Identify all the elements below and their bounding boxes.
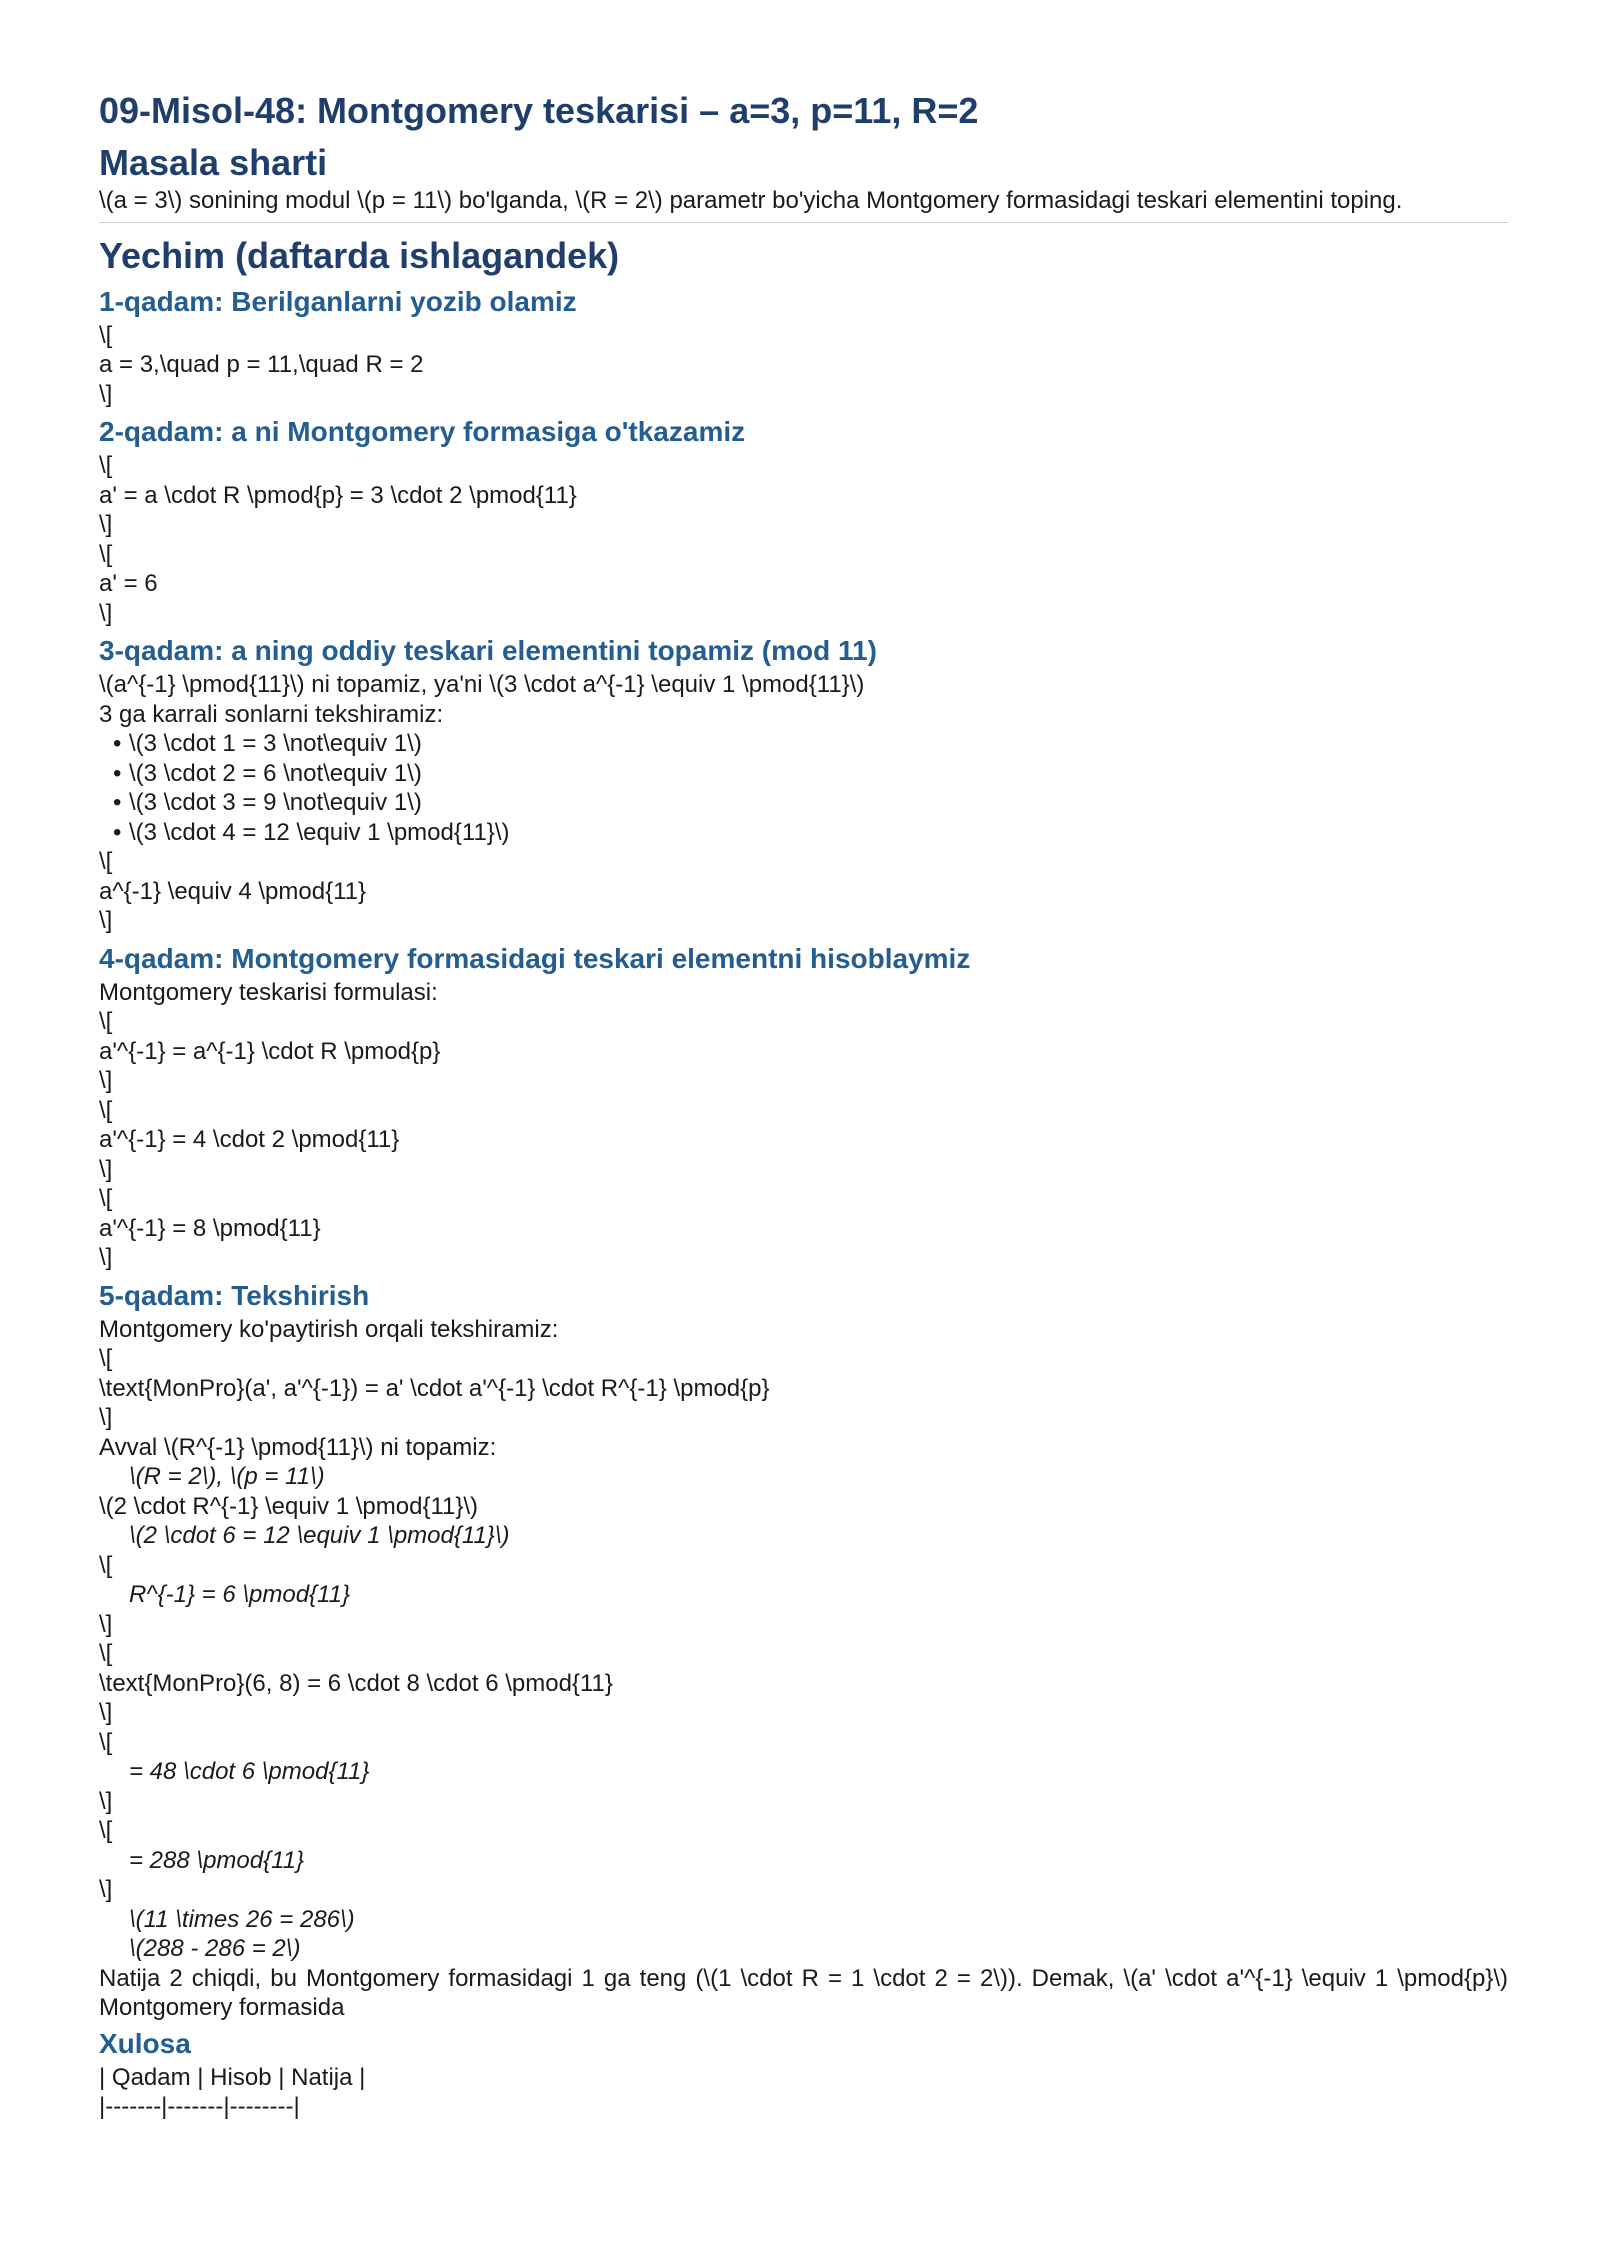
list-item bbox=[99, 788, 1508, 818]
bullet-icon: • bbox=[113, 789, 122, 816]
math-line: \[ bbox=[99, 1345, 113, 1372]
math-line: Avval \(R^{-1} \pmod{11}\) ni topamiz: bbox=[99, 1433, 497, 1461]
math-line: \[ bbox=[99, 1728, 113, 1756]
list-item-text: \(3 \cdot 2 = 6 \not\equiv 1\) bbox=[129, 759, 422, 787]
math-line: a' = 6 bbox=[99, 570, 158, 597]
math-line: \] bbox=[99, 1244, 113, 1271]
list-item bbox=[99, 729, 1508, 759]
section-divider bbox=[99, 222, 1508, 223]
math-line: \] bbox=[99, 1404, 113, 1431]
math-line: \] bbox=[99, 1699, 113, 1726]
math-line: = 288 \pmod{11} bbox=[129, 1846, 305, 1874]
step4-heading: 4-qadam: Montgomery formasidagi teskari elementni hisoblaymiz bbox=[99, 942, 971, 974]
list-item-text: \(3 \cdot 4 = 12 \equiv 1 \pmod{11}\) bbox=[129, 818, 510, 846]
math-line: \(R = 2\), \(p = 11\) bbox=[129, 1463, 325, 1490]
step3-heading: 3-qadam: a ning oddiy teskari elementini topamiz (mod 11) bbox=[99, 635, 877, 666]
math-line: \] bbox=[99, 1876, 113, 1903]
masala-text: \(a = 3\) sonining modul \(p = 11\) bo'lganda, \(R = 2\) parametr bo'yicha Montgomery formasidagi teskari elementini toping. bbox=[99, 187, 1403, 214]
math-line: R^{-1} = 6 \pmod{11} bbox=[129, 1581, 350, 1608]
step2-heading: 2-qadam: a ni Montgomery formasiga o'tkazamiz bbox=[99, 416, 746, 447]
math-line: \] bbox=[99, 1155, 113, 1183]
math-line: = 48 \cdot 6 \pmod{11} bbox=[129, 1758, 370, 1785]
math-line: \[ bbox=[99, 540, 113, 568]
math-line: \[ bbox=[99, 1096, 113, 1124]
list-item-text: \(3 \cdot 1 = 3 \not\equiv 1\) bbox=[129, 730, 422, 757]
math-line: \text{MonPro}(a', a'^{-1}) = a' \cdot a'^{-1} \cdot R^{-1} \pmod{p} bbox=[99, 1374, 770, 1402]
math-line: \] bbox=[99, 1787, 113, 1815]
table-separator-row: |-------|-------|--------| bbox=[99, 2093, 300, 2120]
masala-heading: Masala sharti bbox=[99, 142, 328, 183]
math-line: a = 3,\quad p = 11,\quad R = 2 bbox=[99, 351, 424, 378]
math-line: \] bbox=[99, 511, 113, 538]
math-line: a'^{-1} = a^{-1} \cdot R \pmod{p} bbox=[99, 1037, 441, 1065]
math-line: \] bbox=[99, 907, 113, 934]
math-line: \] bbox=[99, 1610, 113, 1638]
page-title: 09-Misol-48: Montgomery teskarisi – a=3, p=11, R=2 bbox=[99, 90, 979, 131]
bullet-icon: • bbox=[113, 818, 122, 846]
list-item bbox=[99, 818, 1508, 848]
step3-intro: 3 ga karrali sonlarni tekshiramiz: bbox=[99, 700, 444, 728]
math-line: \[ bbox=[99, 1008, 113, 1035]
bullet-icon: • bbox=[113, 730, 122, 757]
math-line: \[ bbox=[99, 1551, 113, 1579]
math-line: a'^{-1} = 4 \cdot 2 \pmod{11} bbox=[99, 1126, 400, 1153]
yechim-heading: Yechim (daftarda ishlagandek) bbox=[99, 234, 620, 276]
math-line: \text{MonPro}(6, 8) = 6 \cdot 8 \cdot 6 \pmod{11} bbox=[99, 1669, 613, 1697]
math-line: \[ bbox=[99, 1185, 113, 1212]
list-item-text: \(3 \cdot 3 = 9 \not\equiv 1\) bbox=[129, 789, 422, 816]
math-line: \[ bbox=[99, 1640, 113, 1667]
table-header-row: | Qadam | Hisob | Natija | bbox=[99, 2063, 366, 2091]
math-line: \(11 \times 26 = 286\) bbox=[129, 1905, 355, 1933]
xulosa-heading: Xulosa bbox=[99, 2027, 191, 2059]
math-line: \(2 \cdot R^{-1} \equiv 1 \pmod{11}\) bbox=[99, 1492, 479, 1520]
math-line: \] bbox=[99, 599, 113, 627]
step5-heading: 5-qadam: Tekshirish bbox=[99, 1279, 370, 1311]
list-item bbox=[99, 759, 1508, 789]
step3-intro: \(a^{-1} \pmod{11}\) ni topamiz, ya'ni \(3 \cdot a^{-1} \equiv 1 \pmod{11}\) bbox=[99, 671, 865, 698]
math-line: \[ bbox=[99, 321, 113, 349]
step5-conclusion: Natija 2 chiqdi, bu Montgomery formasidagi 1 ga teng (\(1 \cdot R = 1 \cdot 2 = 2\)). Demak, \(a' \cdot a'^{-1} \equiv 1 \pmod{p}\) Montgomery formasida bbox=[99, 1964, 1515, 2021]
math-line: \] bbox=[99, 380, 113, 408]
step1-heading: 1-qadam: Berilganlarni yozib olamiz bbox=[99, 285, 577, 317]
math-line: \[ bbox=[99, 848, 113, 875]
math-line: \[ bbox=[99, 1817, 113, 1844]
step4-intro: Montgomery teskarisi formulasi: bbox=[99, 978, 438, 1006]
step5-intro: Montgomery ko'paytirish orqali tekshiramiz: bbox=[99, 1315, 559, 1343]
math-line: \(2 \cdot 6 = 12 \equiv 1 \pmod{11}\) bbox=[129, 1522, 510, 1549]
math-line: \[ bbox=[99, 452, 113, 479]
math-line: a'^{-1} = 8 \pmod{11} bbox=[99, 1214, 321, 1242]
math-line: a^{-1} \equiv 4 \pmod{11} bbox=[99, 877, 367, 905]
math-line: \(288 - 286 = 2\) bbox=[129, 1935, 301, 1962]
math-line: a' = a \cdot R \pmod{p} = 3 \cdot 2 \pmod{11} bbox=[99, 481, 577, 509]
bullet-icon: • bbox=[113, 759, 122, 787]
math-line: \] bbox=[99, 1067, 113, 1094]
